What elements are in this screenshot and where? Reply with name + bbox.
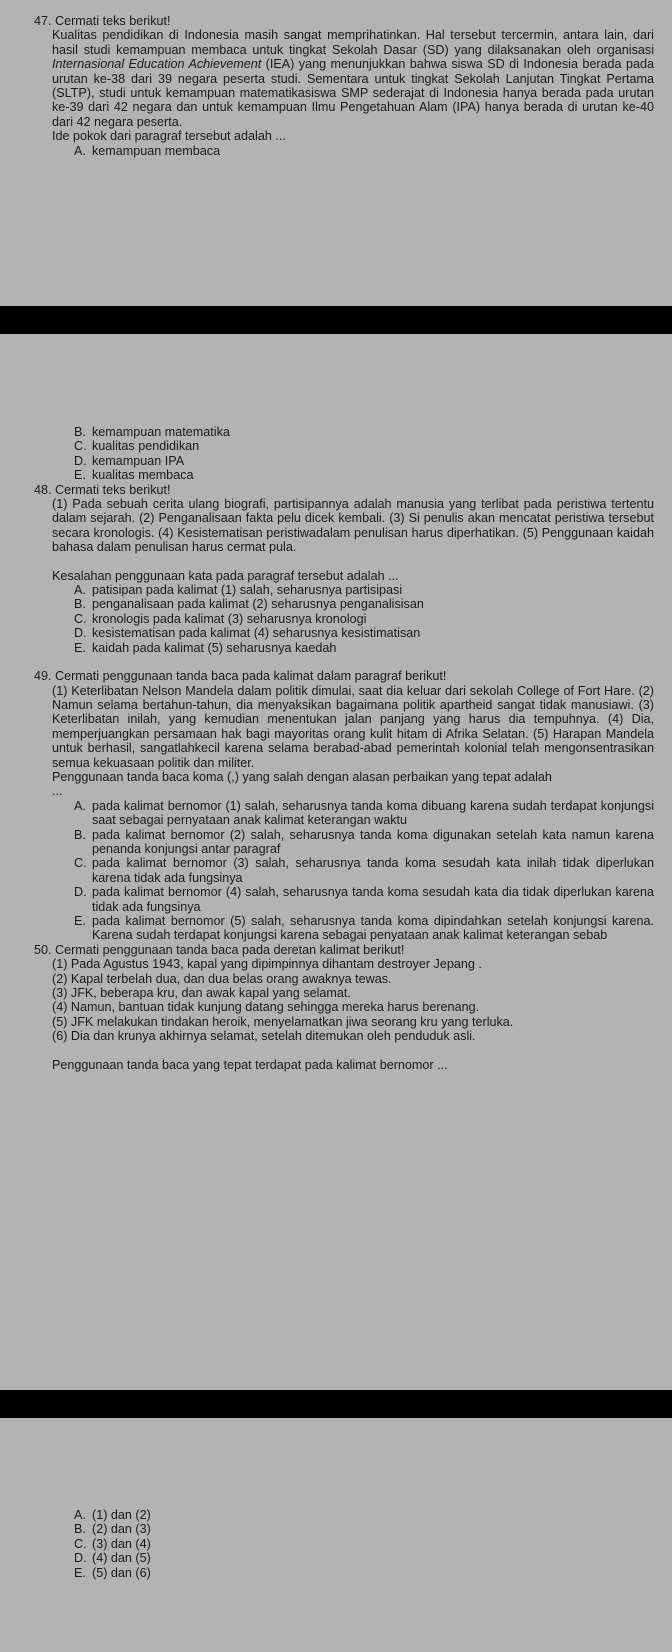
option-a[interactable]	[74, 144, 654, 158]
option-label: A.	[74, 798, 86, 813]
sentence-3: (3) JFK, beberapa kru, dan awak kapal yang selamat.	[52, 986, 351, 1001]
sentence-1: (1) Pada Agustus 1943, kapal yang dipimpinnya dihantam destroyer Jepang .	[52, 957, 482, 972]
option-text: (3) dan (4)	[92, 1536, 151, 1551]
question-prompt: Cermati teks berikut!	[55, 482, 171, 497]
option-text: patisipan pada kalimat (1) salah, seharusnya partisipasi	[92, 583, 403, 598]
option-b[interactable]	[74, 1522, 654, 1536]
option-label: D.	[74, 1551, 87, 1566]
question-prompt: Cermati teks berikut!	[55, 14, 171, 28]
redaction-bar	[0, 306, 672, 334]
question-48-stem: Kesalahan penggunaan kata pada paragraf tersebut adalah ...	[52, 568, 399, 583]
question-47-heading	[34, 14, 654, 28]
question-number: 48.	[34, 482, 52, 497]
option-text: (2) dan (3)	[92, 1522, 151, 1537]
option-label: E.	[74, 640, 86, 655]
option-text: kualitas membaca	[92, 468, 194, 483]
option-text: kemampuan membaca	[92, 143, 221, 158]
option-a[interactable]	[74, 1508, 654, 1522]
option-text: kualitas pendidikan	[92, 439, 200, 454]
option-label: C.	[74, 1536, 87, 1551]
option-e[interactable]	[74, 914, 654, 943]
question-47-stem: Ide pokok dari paragraf tersebut adalah ...	[52, 129, 286, 144]
option-text: kronologis pada kalimat (3) seharusnya kronologi	[92, 611, 367, 626]
option-text: (4) dan (5)	[92, 1551, 151, 1566]
option-text: kemampuan matematika	[92, 425, 230, 439]
option-text: pada kalimat bernomor (5) salah, seharusnya tanda koma dipindahkan setelah konjungsi karena. Karena sudah terdapat konjungsi karena sebagai penyataan anak kalimat keterangan sebab	[92, 914, 654, 943]
option-text: pada kalimat bernomor (4) salah, seharusnya tanda koma sesudah kata dia tidak diperlukan karena tidak ada fungsinya	[92, 885, 654, 914]
question-number: 47.	[34, 14, 52, 28]
sentence-5: (5) JFK melakukan tindakan heroik, menyelamatkan jiwa seorang kru yang terluka.	[52, 1014, 514, 1029]
option-b[interactable]	[74, 425, 654, 439]
option-text: penganalisaan pada kalimat (2) seharusnya penganalisisan	[92, 597, 424, 612]
question-prompt: Cermati penggunaan tanda baca pada kalimat dalam paragraf berikut!	[55, 669, 447, 684]
question-48	[34, 482, 654, 655]
option-label: C.	[74, 611, 87, 626]
redaction-bar	[0, 1390, 672, 1418]
option-e[interactable]	[74, 641, 654, 655]
option-text: pada kalimat bernomor (2) salah, seharusnya tanda koma digunakan setelah kata namun karena penanda konjungsi antar paragraf	[92, 827, 654, 856]
option-label: E.	[74, 1565, 86, 1580]
question-48-options	[74, 583, 654, 655]
option-label: B.	[74, 597, 86, 612]
option-c[interactable]	[74, 1537, 654, 1551]
option-label: D.	[74, 626, 87, 641]
question-prompt: Cermati penggunaan tanda baca pada deretan kalimat berikut!	[55, 942, 405, 957]
option-label: E.	[74, 468, 86, 483]
question-49-ellipsis: ...	[52, 784, 63, 799]
question-48-passage: (1) Pada sebuah cerita ulang biografi, partisipannya adalah manusia yang terlibat pada peristiwa tertentu dalam sejarah. (2) Penganalisaan fakta pelu dicek kembali. (3) Si penulis akan mencatat peristiwa tersebut secara kronologis. (4) Kesistematisan peristiwadalam penulisan harus diperhatikan. (5) Penggunaan kaidah bahasa dalam penulisan harus cermat pula.	[52, 497, 654, 555]
option-label: B.	[74, 827, 86, 842]
option-text: (5) dan (6)	[92, 1565, 151, 1580]
option-text: kesistematisan pada kalimat (4) seharusnya kesistimatisan	[92, 626, 421, 641]
option-label: D.	[74, 885, 87, 900]
question-48-heading	[34, 483, 654, 497]
option-text: kaidah pada kalimat (5) seharusnya kaedah	[92, 640, 337, 655]
question-50	[34, 942, 654, 1072]
question-50-stem: Penggunaan tanda baca yang tepat terdapat pada kalimat bernomor ...	[52, 1057, 448, 1072]
option-d[interactable]	[74, 454, 654, 468]
option-c[interactable]	[74, 856, 654, 885]
question-50-heading	[34, 943, 654, 957]
option-label: A.	[74, 583, 86, 598]
option-label: D.	[74, 453, 87, 468]
option-text: pada kalimat bernomor (3) salah, seharusnya tanda koma sesudah kata inilah tidak diperlukan karena tidak ada fungsinya	[92, 856, 654, 885]
sentence-6: (6) Dia dan krunya akhirnya selamat, setelah ditemukan oleh penduduk asli.	[52, 1029, 476, 1044]
question-49	[34, 669, 654, 943]
question-49-options	[74, 799, 654, 943]
question-49-passage: (1) Keterlibatan Nelson Mandela dalam politik dimulai, saat dia keluar dari sekolah College of Fort Hare. (2) Namun selama bertahun-tahun, dia menyaksikan bagaimana politik apartheid sangat tidak manusiawi. (3) Keterlibatan inilah, yang kemudian menentukan jalan panjang yang harus dia tempuhnya. (4) Dia, memperjuangkan persamaan hak bagi mayoritas orang kulit hitam di Afrika Selatan. (5) Harapan Mandela untuk berhasil, sangatlahkecil karena selama berabad-abad pemerintah kolonial telah mengonsentrasikan semua kekuasaan politik dan militer.	[52, 683, 654, 770]
question-50-options	[0, 1508, 672, 1580]
sentence-2: (2) Kapal terbelah dua, dan dua belas orang awaknya tewas.	[52, 971, 392, 986]
option-text: pada kalimat bernomor (1) salah, seharusnya tanda koma dibuang karena sudah terdapat konjungsi saat sebagai pernyataan anak kalimat keterangan waktu	[92, 798, 654, 828]
option-text: kemampuan IPA	[92, 453, 185, 468]
question-number: 49.	[34, 669, 52, 684]
option-label: B.	[74, 425, 86, 439]
question-49-stem: Penggunaan tanda baca koma (,) yang salah dengan alasan perbaikan yang tepat adalah	[52, 769, 552, 784]
option-a[interactable]	[74, 583, 654, 597]
question-number: 50.	[34, 942, 52, 957]
option-d[interactable]	[74, 1551, 654, 1565]
option-text: (1) dan (2)	[92, 1508, 151, 1522]
question-47-passage: Kualitas pendidikan di Indonesia masih sangat memprihatinkan. Hal tersebut tercermin, antara lain, dari hasil studi kemampuan membaca untuk tingkat Sekolah Dasar (SD) yang dilaksanakan oleh organisasi Internasional Education Achievement (IEA) yang menunjukkan bahwa siswa SD di Indonesia berada pada urutan ke-38 dari 39 negara peserta studi. Sementara untuk tingkat Sekolah Lanjutan Tingkat Pertama (SLTP), studi untuk kemampuan matematikasiswa SMP sederajat di Indonesia hanya berada pada urutan ke-39 dari 42 negara dan untuk kemampuan Ilmu Pengetahuan Alam (IPA) hanya berada di urutan ke-40 dari 42 negara peserta.	[52, 28, 654, 129]
option-e[interactable]	[74, 468, 654, 482]
question-47-options-continued	[0, 425, 672, 1072]
option-label: C.	[74, 439, 87, 454]
question-47	[0, 14, 672, 158]
question-50-sentences	[52, 957, 654, 1043]
option-e[interactable]	[74, 1566, 654, 1580]
option-c[interactable]	[74, 439, 654, 453]
option-b[interactable]	[74, 597, 654, 611]
option-label: A.	[74, 143, 86, 158]
option-b[interactable]	[74, 828, 654, 857]
option-a[interactable]	[74, 799, 654, 828]
option-d[interactable]	[74, 626, 654, 640]
question-47-options	[74, 144, 654, 158]
option-label: C.	[74, 856, 87, 871]
question-49-heading	[34, 669, 654, 683]
option-label: E.	[74, 914, 86, 928]
sentence-4: (4) Namun, bantuan tidak kunjung datang sehingga mereka harus berenang.	[52, 1000, 480, 1015]
option-label: A.	[74, 1508, 86, 1522]
option-d[interactable]	[74, 885, 654, 914]
option-c[interactable]	[74, 612, 654, 626]
option-label: B.	[74, 1522, 86, 1537]
